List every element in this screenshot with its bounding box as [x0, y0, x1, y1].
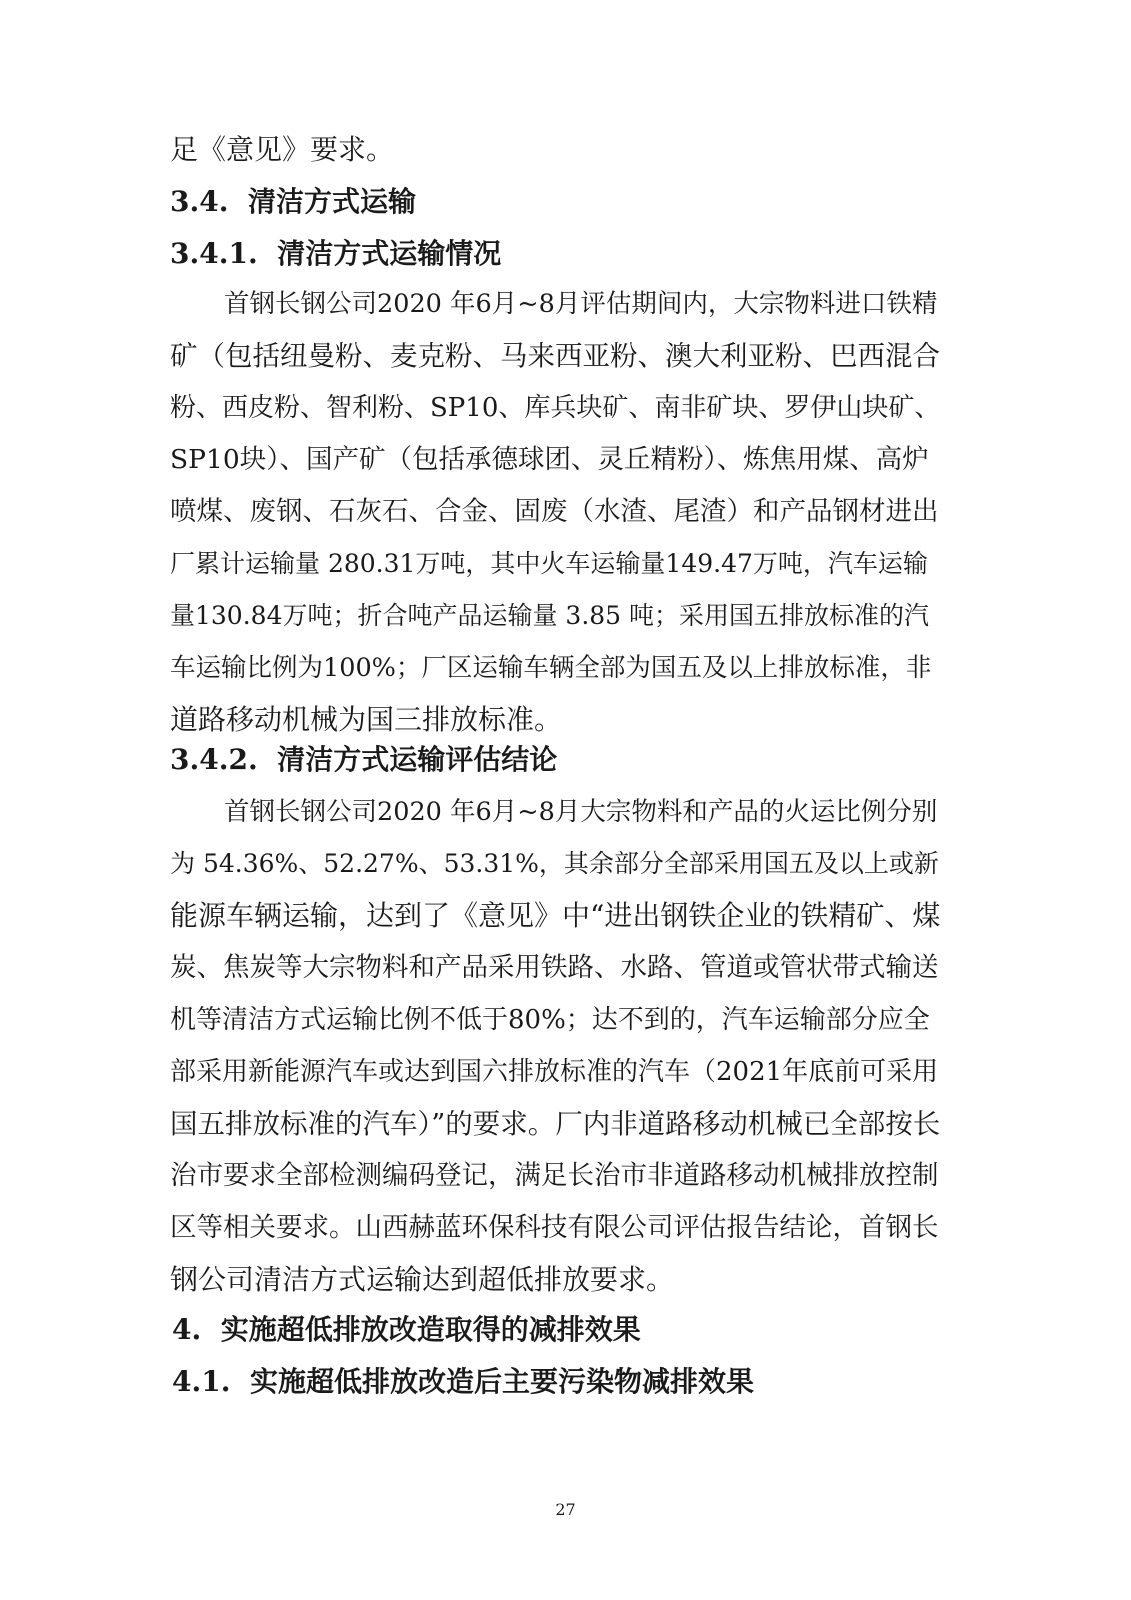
section-heading-3-4: 3.4. 清洁方式运输	[170, 185, 416, 218]
paragraph-line: 区等相关要求。山西赫蓝环保科技有限公司评估报告结论，首钢长	[170, 1212, 939, 1243]
paragraph-line: 厂累计运输量 280.31万吨，其中火车运输量149.47万吨，汽车运输	[170, 549, 928, 578]
paragraph-line: 首钢长钢公司2020 年6月~8月评估期间内，大宗物料进口铁精	[224, 289, 938, 319]
paragraph-line: 车运输比例为100%；厂区运输车辆全部为国五及以上排放标准，非	[170, 653, 932, 683]
paragraph-line: SP10块）、国产矿（包括承德球团、灵丘精粉）、炼焦用煤、高炉	[170, 444, 929, 475]
paragraph-line: 国五排放标准的汽车）”的要求。厂内非道路移动机械已全部按长	[170, 1108, 940, 1140]
paragraph-line: 治市要求全部检测编码登记，满足长治市非道路移动机械排放控制	[170, 1160, 939, 1191]
page-number: 27	[555, 1500, 576, 1519]
section-heading-4-1: 4.1. 实施超低排放改造后主要污染物减排效果	[172, 1365, 754, 1398]
paragraph-line: 喷煤、废钢、石灰石、合金、固废（水渣、尾渣）和产品钢材进出	[170, 496, 939, 527]
paragraph-line: 道路移动机械为国三排放标准。	[170, 703, 563, 736]
paragraph-line: 为 54.36%、52.27%、53.31%，其余部分全部采用国五及以上或新	[170, 849, 939, 878]
paragraph-line: 机等清洁方式运输比例不低于80%；达不到的，汽车运输部分应全	[170, 1005, 930, 1035]
paragraph-line: 炭、焦炭等大宗物料和产品采用铁路、水路、管道或管状带式输送	[170, 952, 939, 983]
section-heading-3-4-1: 3.4.1. 清洁方式运输情况	[170, 237, 502, 270]
paragraph-line: 部采用新能源汽车或达到国六排放标准的汽车（2021年底前可采用	[170, 1057, 939, 1087]
section-heading-4: 4. 实施超低排放改造取得的减排效果	[172, 1313, 641, 1346]
paragraph-line: 首钢长钢公司2020 年6月~8月大宗物料和产品的火运比例分别	[224, 797, 938, 827]
paragraph-line: 足《意见》要求。	[170, 133, 395, 166]
paragraph-line: 钢公司清洁方式运输达到超低排放要求。	[170, 1263, 675, 1296]
paragraph-line: 矿（包括纽曼粉、麦克粉、马来西亚粉、澳大利亚粉、巴西混合	[170, 340, 940, 372]
paragraph-line: 量130.84万吨；折合吨产品运输量 3.85 吨；采用国五排放标准的汽	[170, 601, 930, 630]
section-heading-3-4-2: 3.4.2. 清洁方式运输评估结论	[170, 743, 558, 776]
paragraph-line: 能源车辆运输，达到了《意见》中“进出钢铁企业的铁精矿、煤	[170, 899, 940, 932]
paragraph-line: 粉、西皮粉、智利粉、SP10、库兵块矿、南非矿块、罗伊山块矿、	[170, 393, 940, 423]
